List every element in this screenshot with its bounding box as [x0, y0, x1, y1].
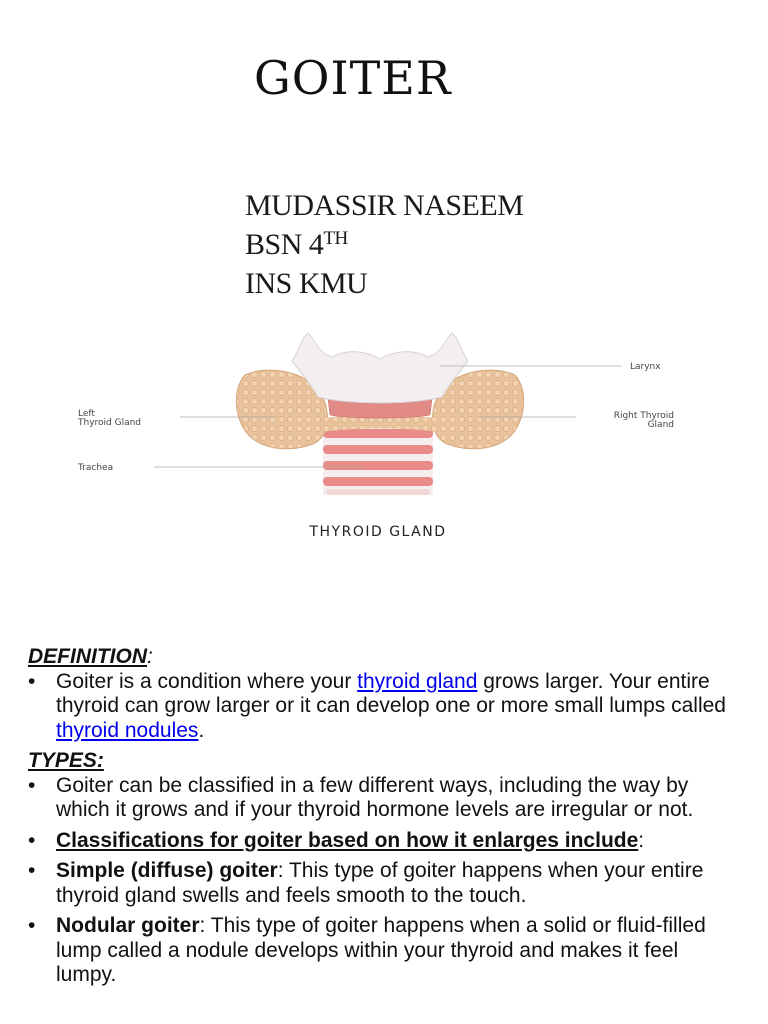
thyroid-nodules-link[interactable]: thyroid nodules: [56, 718, 199, 742]
types-bullet-classification: • Goiter can be classified in a few different ways, including the way by which it grows and if your thyroid hormone levels are irregular or not.: [28, 774, 740, 823]
thyroid-gland-link[interactable]: thyroid gland: [357, 669, 478, 693]
label-right-thyroid-1: Right Thyroid: [613, 411, 674, 421]
label-right-thyroid-2: Gland: [647, 420, 674, 430]
label-trachea: Trachea: [78, 463, 114, 473]
types-heading: TYPES:: [28, 749, 104, 772]
definition-heading-text: DEFINITION: [28, 645, 147, 668]
definition-heading: [28, 645, 740, 670]
definition-text-2: grows larger. Your entire thyroid can grow larger or it can develop one or more small lumps called: [56, 669, 726, 717]
types-bullet-simple: [28, 859, 740, 908]
nodular-goiter-term: Nodular goiter: [56, 914, 200, 937]
slide-body: [28, 645, 740, 994]
types-bullet-enlarges: [28, 829, 740, 854]
simple-goiter-text: : This type of goiter happens when your entire thyroid gland swells and feels smooth to the touch.: [56, 859, 704, 907]
larynx-shape: [292, 333, 468, 403]
thyroid-illustration: [70, 325, 690, 555]
label-left-thyroid-2: Thyroid Gland: [78, 418, 142, 428]
author-block: [245, 186, 565, 303]
types-list: [28, 774, 740, 988]
enlarges-heading: Classifications for goiter based on how it enlarges include: [56, 828, 639, 852]
program-text: BSN 4: [245, 228, 324, 261]
program-superscript: TH: [323, 228, 348, 249]
definition-colon: :: [147, 645, 153, 668]
author-name: MUDASSIR NASEEM: [245, 189, 524, 222]
author-institute: INS KMU: [245, 267, 368, 300]
definition-text-1: Goiter is a condition where your: [56, 669, 358, 693]
label-left-thyroid-1: Left: [78, 409, 95, 419]
label-larynx: Larynx: [630, 362, 661, 372]
figure-caption: THYROID GLAND: [309, 524, 447, 540]
trachea-shape: [323, 420, 433, 495]
nodular-goiter-text: : This type of goiter happens when a solid or fluid-filled lump called a nodule develops within your thyroid and makes it feel lumpy.: [56, 914, 706, 986]
definition-bullet: [28, 670, 740, 744]
enlarges-colon: :: [638, 828, 645, 852]
slide-title: GOITER: [254, 51, 452, 105]
definition-text-3: .: [198, 718, 205, 742]
simple-goiter-term: Simple (diffuse) goiter: [56, 859, 278, 882]
types-bullet-nodular: [28, 914, 740, 988]
author-program: [245, 225, 565, 264]
definition-list: [28, 670, 740, 744]
